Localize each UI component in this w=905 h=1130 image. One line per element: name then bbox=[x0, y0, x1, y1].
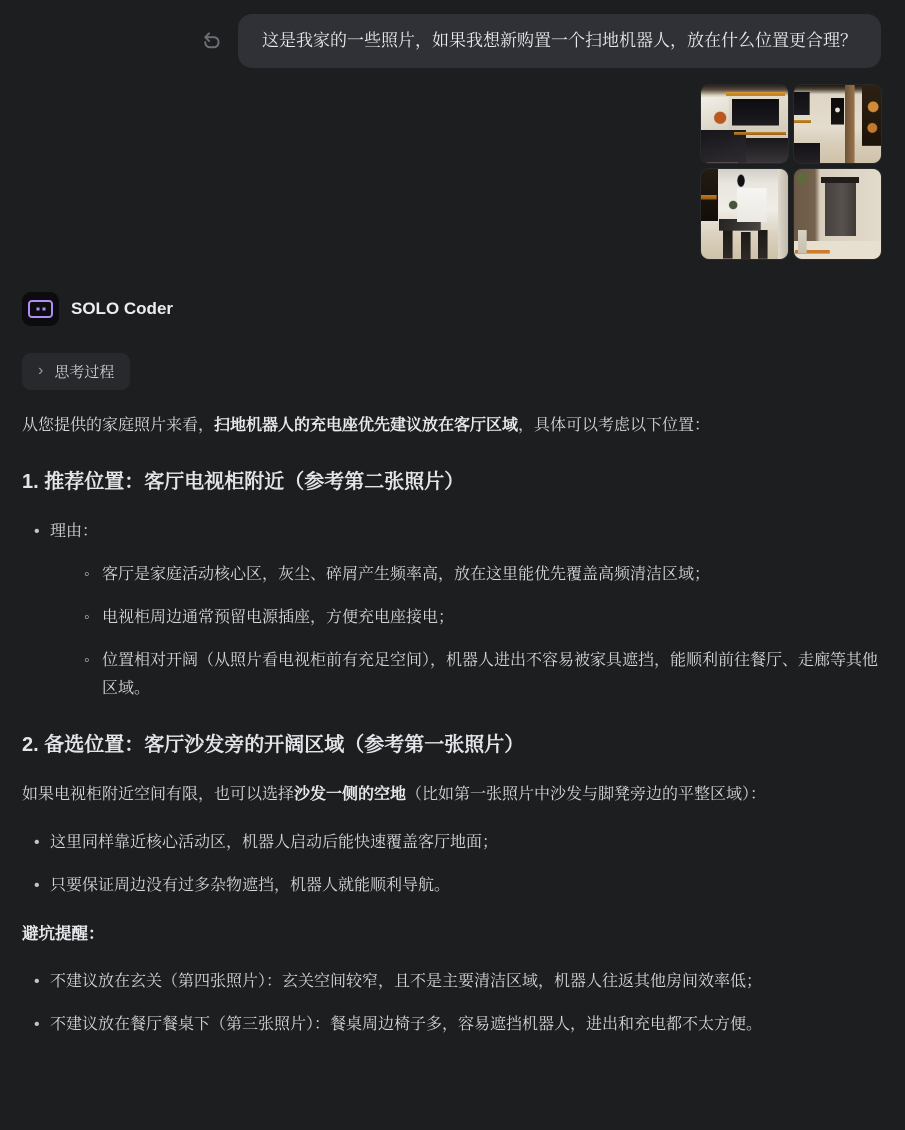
section1-list bbox=[22, 518, 881, 703]
section2-list bbox=[22, 829, 881, 900]
photo-attachments bbox=[0, 85, 881, 259]
list-item: • 只要保证周边没有过多杂物遮挡，机器人就能顺利导航。 bbox=[22, 872, 881, 900]
photo-thumbnail-entryway[interactable] bbox=[794, 169, 881, 259]
photo-thumbnail-hallway[interactable] bbox=[794, 85, 881, 163]
list-item: ◦ 电视柜周边通常预留电源插座，方便充电座接电； bbox=[72, 604, 881, 632]
list-item bbox=[22, 518, 881, 703]
assistant-answer bbox=[22, 412, 881, 1039]
intro-bold: 扫地机器人的充电座优先建议放在客厅区域 bbox=[214, 417, 519, 434]
warnings-heading: 避坑提醒： bbox=[22, 925, 105, 943]
assistant-name: SOLO Coder bbox=[71, 299, 174, 318]
reason-label: 理由： bbox=[50, 523, 99, 540]
user-message-row bbox=[0, 0, 905, 68]
section2-pre: 如果电视柜附近空间有限，也可以选择 bbox=[22, 786, 295, 803]
photo-thumbnail-living-room[interactable] bbox=[701, 85, 788, 163]
section1-heading: 1. 推荐位置：客厅电视柜附近（参考第二张照片） bbox=[22, 471, 465, 493]
assistant-header bbox=[22, 292, 905, 326]
section2-bold: 沙发一侧的空地 bbox=[294, 786, 407, 803]
retry-button[interactable] bbox=[199, 29, 223, 53]
warnings-list bbox=[22, 968, 881, 1039]
intro-paragraph bbox=[22, 412, 881, 440]
thinking-process-label: 思考过程 bbox=[54, 364, 115, 381]
user-message-bubble bbox=[238, 14, 881, 68]
list-item: • 不建议放在餐厅餐桌下（第三张照片）：餐桌周边椅子多，容易遮挡机器人，进出和充电都不太方便。 bbox=[22, 1011, 881, 1039]
list-item: ◦ 客厅是家庭活动核心区，灰尘、碎屑产生频率高，放在这里能优先覆盖高频清洁区域； bbox=[72, 561, 881, 589]
photo-thumbnail-dining-room[interactable] bbox=[701, 169, 788, 259]
list-item: • 这里同样靠近核心活动区，机器人启动后能快速覆盖客厅地面； bbox=[22, 829, 881, 857]
intro-pre: 从您提供的家庭照片来看， bbox=[22, 417, 215, 434]
thinking-process-toggle[interactable] bbox=[22, 353, 130, 390]
intro-post: ，具体可以考虑以下位置： bbox=[518, 417, 711, 434]
section2-post: （比如第一张照片中沙发与脚凳旁边的平整区域）： bbox=[406, 786, 767, 803]
section2-heading: 2. 备选位置：客厅沙发旁的开阔区域（参考第一张照片） bbox=[22, 734, 525, 756]
chevron-right-icon: › bbox=[38, 361, 44, 379]
robot-terminal-icon bbox=[22, 292, 59, 326]
retry-icon bbox=[200, 30, 223, 53]
section2-paragraph bbox=[22, 781, 881, 809]
user-message-text: 这是我家的一些照片，如果我想新购置一个扫地机器人，放在什么位置更合理？ bbox=[262, 31, 857, 50]
section1-sublist bbox=[72, 561, 881, 703]
list-item: ◦ 位置相对开阔（从照片看电视柜前有充足空间），机器人进出不容易被家具遮挡，能顺利前往餐厅、走廊等其他区域。 bbox=[72, 647, 881, 703]
list-item: • 不建议放在玄关（第四张照片）：玄关空间较窄，且不是主要清洁区域，机器人往返其他房间效率低； bbox=[22, 968, 881, 996]
